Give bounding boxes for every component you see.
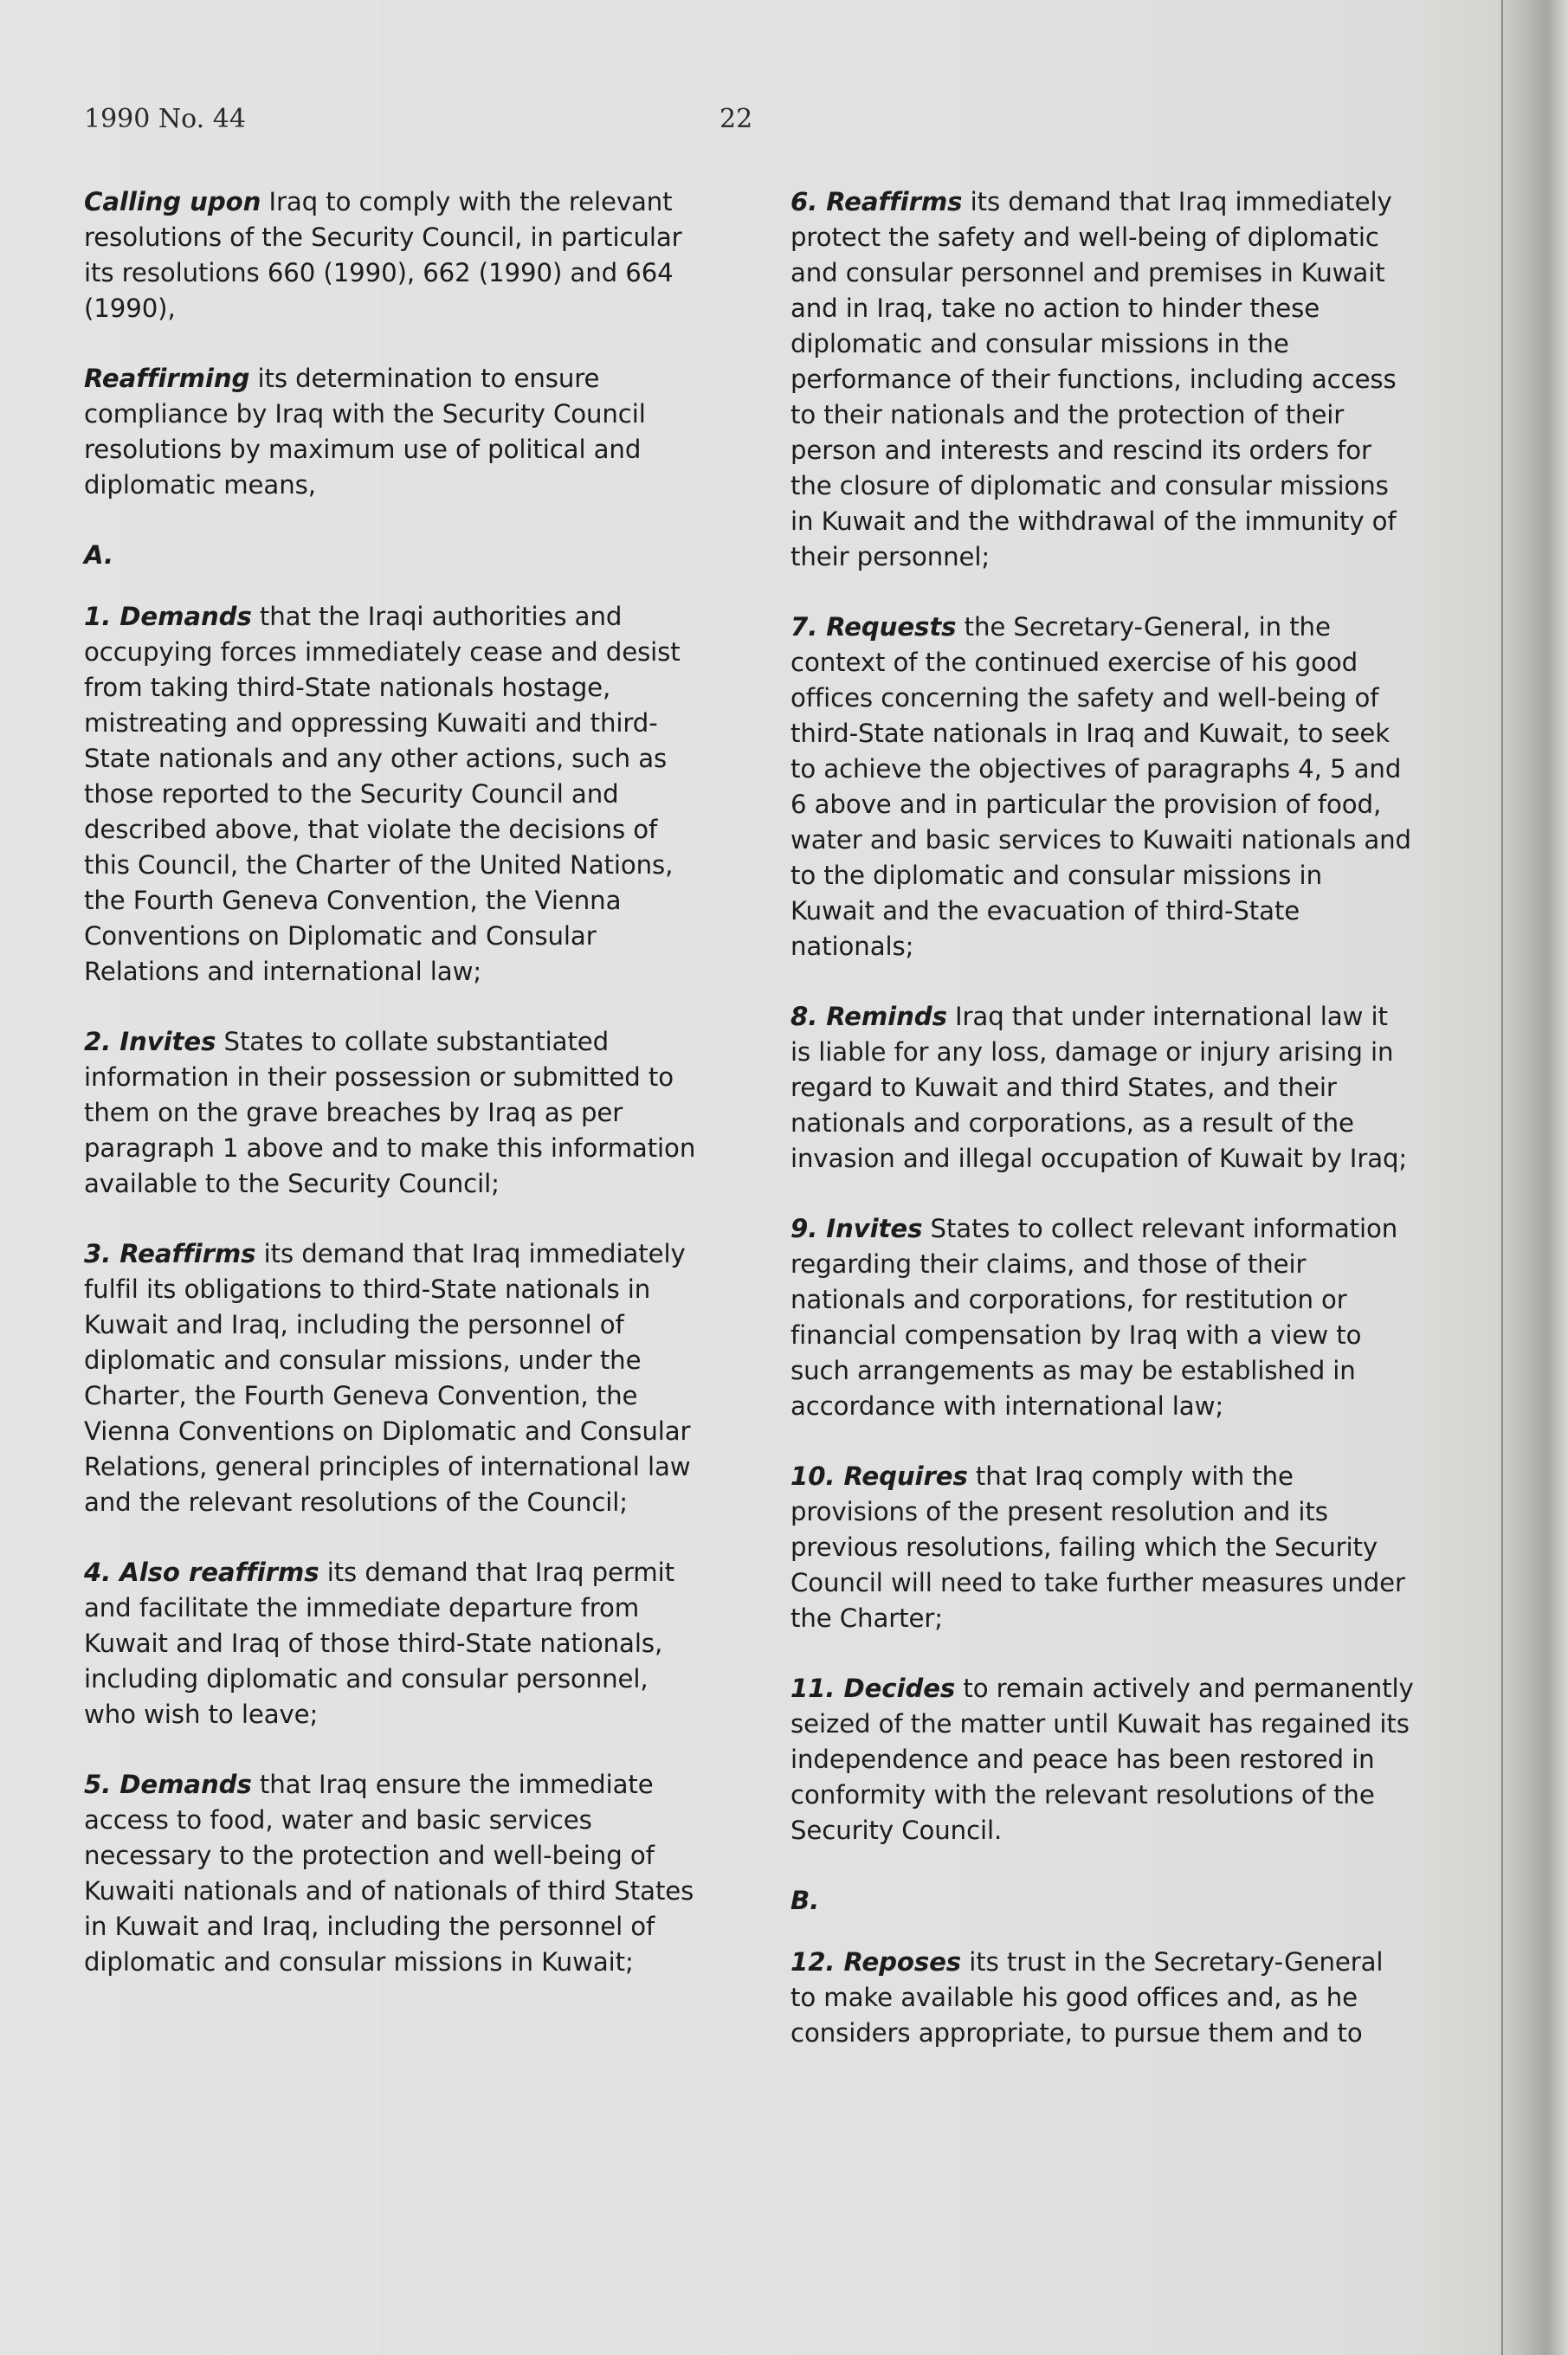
resolution-paragraph <box>84 361 707 503</box>
resolution-paragraph <box>790 1211 1414 1424</box>
resolution-paragraph <box>790 1945 1414 2051</box>
spine-edge-line <box>1501 0 1503 2355</box>
paragraph-body-text: to remain actively and permanently seized of the matter until Kuwait has regained its independence and peace has been restored in conformity with the relevant resolutions of the Security Council. <box>790 1674 1414 1845</box>
section-heading: B. <box>790 1886 820 1915</box>
paragraph-lead-verb: 5. Demands <box>84 1770 252 1799</box>
paragraph-lead-verb: 4. Also reaffirms <box>84 1558 319 1587</box>
resolution-paragraph <box>84 184 707 326</box>
left-text-column <box>84 184 707 2015</box>
paragraph-body-text: its demand that Iraq permit and facilitate the immediate departure from Kuwait and Iraq of those third-State nationals, including diplomatic and consular personnel, who wish to leave; <box>84 1558 674 1729</box>
resolution-paragraph <box>84 599 707 990</box>
paragraph-body-text: States to collect relevant information regarding their claims, and those of their nationals and corporations, for restitution or financial compensation by Iraq with a view to such arrangements as may be established in accordance with international law; <box>790 1214 1398 1421</box>
right-text-column <box>790 184 1414 2086</box>
paragraph-body-text: that the Iraqi authorities and occupying forces immediately cease and desist from taking third-State nationals hostage, mistreating and oppressing Kuwaiti and third-State nationals and any other actions, such as those reported to the Security Council and described above, that violate the decisions of this Council, the Charter of the United Nations, the Fourth Geneva Convention, the Vienna Conventions on Diplomatic and Consular Relations and international law; <box>84 602 681 986</box>
paragraph-body-text: Iraq that under international law it is liable for any loss, damage or injury arising in regard to Kuwait and third States, and their nationals and corporations, as a result of the invasion and illegal occupation of Kuwait by Iraq; <box>790 1002 1408 1173</box>
paragraph-lead-verb: 8. Reminds <box>790 1002 947 1031</box>
paragraph-lead-verb: 6. Reaffirms <box>790 187 963 216</box>
paragraph-lead-verb: 9. Invites <box>790 1214 923 1243</box>
paragraph-body-text: its determination to ensure compliance by Iraq with the Security Council resolutions by maximum use of political and diplomatic means, <box>84 364 646 500</box>
paragraph-lead-verb: 10. Requires <box>790 1461 968 1491</box>
resolution-paragraph <box>84 1767 707 1980</box>
paragraph-lead-verb: 11. Decides <box>790 1674 956 1703</box>
paragraph-lead-verb: 1. Demands <box>84 602 252 631</box>
resolution-paragraph <box>790 1671 1414 1849</box>
paragraph-body-text: that Iraq ensure the immediate access to food, water and basic services necessary to the protection and well-being of Kuwaiti nationals and of nationals of third States in Kuwait and Iraq, including the personnel of diplomatic and consular missions in Kuwait; <box>84 1770 694 1977</box>
resolution-paragraph <box>84 1024 707 1202</box>
paragraph-lead-verb: Calling upon <box>84 187 261 216</box>
paragraph-body-text: its demand that Iraq immediately fulfil its obligations to third-State nationals in Kuwait and Iraq, including the personnel of diplomatic and consular missions, under the Charter, the Fourth Geneva Convention, the Vienna Conventions on Diplomatic and Consular Relations, general principles of international law and the relevant resolutions of the Council; <box>84 1239 691 1517</box>
resolution-paragraph <box>790 610 1414 965</box>
resolution-paragraph <box>84 1236 707 1520</box>
paragraph-lead-verb: Reaffirming <box>84 364 250 393</box>
resolution-paragraph <box>790 1459 1414 1636</box>
paragraph-body-text: States to collate substantiated information in their possession or submitted to them on the grave breaches by Iraq as per paragraph 1 above and to make this information available to the Security Council; <box>84 1027 696 1198</box>
paragraph-lead-verb: 3. Reaffirms <box>84 1239 256 1268</box>
header-page-number: 22 <box>719 104 753 134</box>
paragraph-body-text: its trust in the Secretary-General to make available his good offices and, as he considers appropriate, to pursue them and to <box>790 1947 1384 2048</box>
paragraph-body-text: its demand that Iraq immediately protect the safety and well-being of diplomatic and consular personnel and premises in Kuwait and in Iraq, take no action to hinder these diplomatic and consular missions in the performance of their functions, including access to their nationals and the protection of their person and interests and rescind its orders for the closure of diplomatic and consular missions in Kuwait and the withdrawal of the immunity of their personnel; <box>790 187 1397 571</box>
paragraph-lead-verb: 7. Requests <box>790 612 957 642</box>
paragraph-body-text: the Secretary-General, in the context of the continued exercise of his good offices concerning the safety and well-being of third-State nationals in Iraq and Kuwait, to seek to achieve the objectives of paragraphs 4, 5 and 6 above and in particular the provision of food, water and basic services to Kuwaiti nationals and to the diplomatic and consular missions in Kuwait and the evacuation of third-State nationals; <box>790 612 1411 961</box>
resolution-paragraph <box>790 999 1414 1177</box>
section-heading: A. <box>84 540 114 570</box>
page-header <box>84 104 768 156</box>
paragraph-lead-verb: 12. Reposes <box>790 1947 962 1977</box>
resolution-paragraph <box>84 1555 707 1732</box>
paragraph-lead-verb: 2. Invites <box>84 1027 216 1056</box>
paragraph-body-text: that Iraq comply with the provisions of the present resolution and its previous resolutions, failing which the Security Council will need to take further measures under the Charter; <box>790 1461 1405 1633</box>
header-year-number: 1990 No. 44 <box>84 104 246 134</box>
paragraph-body-text: Iraq to comply with the relevant resolutions of the Security Council, in particular its resolutions 660 (1990), 662 (1990) and 664 (1990), <box>84 187 682 323</box>
book-spine <box>1498 0 1568 2355</box>
resolution-paragraph <box>790 184 1414 575</box>
